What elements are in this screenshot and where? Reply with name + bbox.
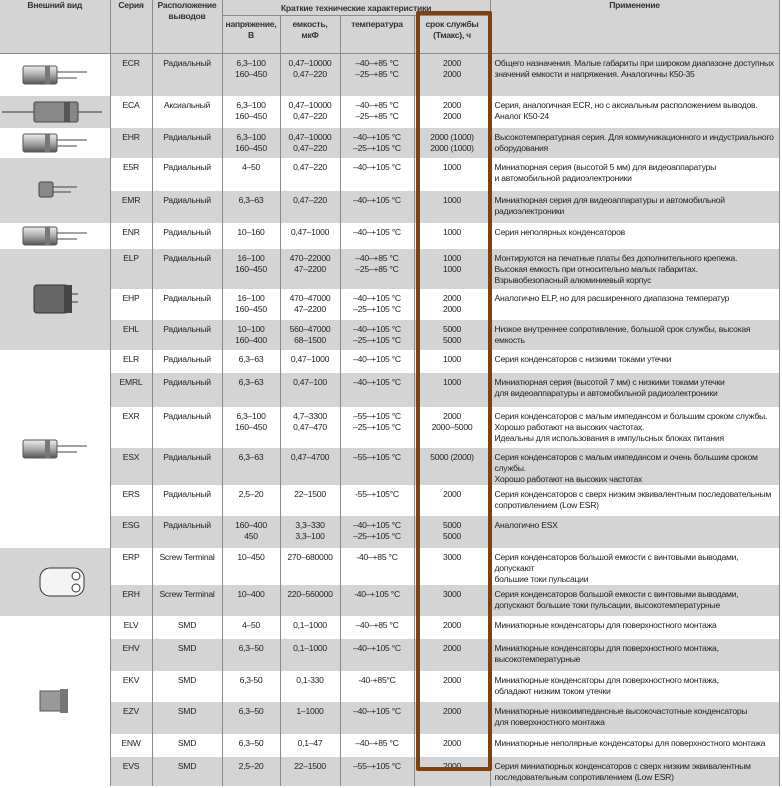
voltage-cell: 6,3–50 <box>222 702 280 734</box>
header-life: срок службы (Тмакс), ч <box>414 16 490 54</box>
capacitance-cell: 470–22000 47–2200 <box>280 249 340 289</box>
temperature-cell: –40–+105 °C <box>340 350 414 373</box>
capacitance-cell: 0,1–47 <box>280 734 340 757</box>
temperature-cell: –40–+105 °C –25–+105 °C <box>340 320 414 350</box>
leads-cell: Радиальный <box>152 516 222 548</box>
life-cell: 2000 2000 <box>414 96 490 128</box>
table-row <box>0 96 779 128</box>
application-cell: Низкое внутреннее сопротивление, большой срок службы, высокая емкость <box>490 320 779 350</box>
small-radial-capacitor-icon <box>0 179 110 201</box>
life-cell: 2000 <box>414 616 490 639</box>
series-cell: E5R <box>110 158 152 191</box>
series-cell: ELV <box>110 616 152 639</box>
application-cell: Миниатюрная серия (высотой 5 мм) для видеоаппаратуры и автомобильной радиоэлектроники <box>490 158 779 191</box>
temperature-cell: –55–+105 °C <box>340 757 414 786</box>
header-voltage: напряжение, В <box>222 16 280 54</box>
series-cell: ESG <box>110 516 152 548</box>
leads-cell: SMD <box>152 616 222 639</box>
table-row <box>0 249 779 289</box>
leads-cell: Screw Terminal <box>152 548 222 585</box>
voltage-cell: 2,5–20 <box>222 757 280 786</box>
temperature-cell: –40–+105 °C <box>340 639 414 671</box>
leads-cell: Радиальный <box>152 320 222 350</box>
life-cell: 1000 <box>414 191 490 223</box>
table-row <box>0 639 779 671</box>
application-cell: Аналогично ESX <box>490 516 779 548</box>
radial-capacitor-icon <box>0 130 110 156</box>
appearance-cell <box>0 249 110 350</box>
temperature-cell: –40–+105 °C <box>340 373 414 407</box>
life-cell: 2000 <box>414 757 490 786</box>
capacitance-cell: 0,1–1000 <box>280 639 340 671</box>
voltage-cell: 6,3–63 <box>222 448 280 485</box>
temperature-cell: –40–+85 °C <box>340 616 414 639</box>
table-row <box>0 289 779 320</box>
temperature-cell: –40–+85 °C –25–+85 °C <box>340 54 414 96</box>
application-cell: Миниатюрные низкоимпедансные высокочастотные конденсаторы для поверхностного монтажа <box>490 702 779 734</box>
temperature-cell: -40–+105 °C <box>340 585 414 616</box>
capacitance-cell: 220–560000 <box>280 585 340 616</box>
voltage-cell: 6,3–63 <box>222 191 280 223</box>
appearance-cell <box>0 548 110 616</box>
application-cell: Миниатюрная серия для видеоаппаратуры и автомобильной радиоэлектроники <box>490 191 779 223</box>
table-row <box>0 350 779 373</box>
voltage-cell: 6,3–50 <box>222 734 280 757</box>
appearance-cell <box>0 128 110 158</box>
leads-cell: Радиальный <box>152 249 222 289</box>
life-cell: 2000 2000–5000 <box>414 407 490 448</box>
voltage-cell: 160–400 450 <box>222 516 280 548</box>
header-leads: Расположение выводов <box>152 0 222 54</box>
voltage-cell: 10–100 160–400 <box>222 320 280 350</box>
radial-capacitor-icon <box>0 223 110 249</box>
temperature-cell: -40–+85 °C <box>340 548 414 585</box>
leads-cell: Радиальный <box>152 289 222 320</box>
application-cell: Миниатюрная серия (высотой 7 мм) с низкими токами утечки для видеоаппаратуры и автомобильной радиоэлектроники <box>490 373 779 407</box>
life-cell: 1000 <box>414 373 490 407</box>
capacitance-cell: 470–47000 47–2200 <box>280 289 340 320</box>
temperature-cell: –40–+105 °C –25–+105 °C <box>340 289 414 320</box>
capacitance-cell: 0,47–4700 <box>280 448 340 485</box>
series-cell: EZV <box>110 702 152 734</box>
large-radial-capacitor-icon <box>0 282 110 316</box>
life-cell: 2000 <box>414 639 490 671</box>
capacitance-cell: 0,1-330 <box>280 671 340 702</box>
application-cell: Общего назначения. Малые габариты при широком диапазоне доступных значений емкости и напряжения. Аналогичны К50-35 <box>490 54 779 96</box>
leads-cell: Радиальный <box>152 485 222 516</box>
series-cell: ECA <box>110 96 152 128</box>
appearance-cell <box>0 54 110 96</box>
leads-cell: SMD <box>152 639 222 671</box>
temperature-cell: –40–+85 °C <box>340 734 414 757</box>
temperature-cell: –55–+105 °C <box>340 448 414 485</box>
life-cell: 5000 (2000) <box>414 448 490 485</box>
series-cell: ERS <box>110 485 152 516</box>
table-row <box>0 320 779 350</box>
life-cell: 1000 <box>414 350 490 373</box>
application-cell: Серия конденсаторов с малым импедансом и большим сроком службы. Хорошо работают на высоких частотах. Идеальны для использования в импульсных блоках питания <box>490 407 779 448</box>
series-cell: ERP <box>110 548 152 585</box>
capacitance-cell: 3,3–330 3,3–100 <box>280 516 340 548</box>
voltage-cell: 6,3–100 160–450 <box>222 407 280 448</box>
appearance-cell <box>0 616 110 786</box>
appearance-cell <box>0 223 110 249</box>
life-cell: 2000 <box>414 485 490 516</box>
table-row <box>0 516 779 548</box>
capacitance-cell: 22–1500 <box>280 485 340 516</box>
header-application: Применение <box>490 0 779 54</box>
appearance-cell <box>0 350 110 548</box>
temperature-cell: –40–+105 °C –25–+105 °C <box>340 516 414 548</box>
capacitance-cell: 0,1–1000 <box>280 616 340 639</box>
series-cell: EHV <box>110 639 152 671</box>
application-cell: Серия конденсаторов большой емкости с винтовыми выводами, допускают большие токи пульсации <box>490 548 779 585</box>
capacitance-cell: 0,47–220 <box>280 158 340 191</box>
leads-cell: Радиальный <box>152 448 222 485</box>
table-row <box>0 223 779 249</box>
leads-cell: SMD <box>152 671 222 702</box>
life-cell: 5000 5000 <box>414 516 490 548</box>
appearance-cell <box>0 96 110 128</box>
application-cell: Серия неполярных конденсаторов <box>490 223 779 249</box>
capacitance-cell: 0,47–10000 0,47–220 <box>280 96 340 128</box>
voltage-cell: 6,3–100 160–450 <box>222 96 280 128</box>
leads-cell: SMD <box>152 702 222 734</box>
leads-cell: Радиальный <box>152 223 222 249</box>
header-capacitance: емкость, мкФ <box>280 16 340 54</box>
leads-cell: Радиальный <box>152 191 222 223</box>
table-row <box>0 485 779 516</box>
voltage-cell: 2,5–20 <box>222 485 280 516</box>
leads-cell: Screw Terminal <box>152 585 222 616</box>
life-cell: 2000 2000 <box>414 54 490 96</box>
temperature-cell: -55–+105°C <box>340 485 414 516</box>
voltage-cell: 4–50 <box>222 616 280 639</box>
radial-capacitor-icon <box>0 62 110 88</box>
series-cell: EVS <box>110 757 152 786</box>
application-cell: Серия конденсаторов с низкими токами утечки <box>490 350 779 373</box>
voltage-cell: 6,3–63 <box>222 373 280 407</box>
table-row <box>0 54 779 96</box>
capacitance-cell: 560–47000 68–1500 <box>280 320 340 350</box>
capacitance-cell: 0,47–10000 0,47–220 <box>280 54 340 96</box>
voltage-cell: 6,3-50 <box>222 671 280 702</box>
capacitance-cell: 4,7–3300 0,47–470 <box>280 407 340 448</box>
leads-cell: Радиальный <box>152 158 222 191</box>
leads-cell: Аксиальный <box>152 96 222 128</box>
application-cell: Монтируются на печатные платы без дополнительного крепежа. Высокая емкость при относительно малых габаритах. Взрывобезопасный алюминиевый корпус <box>490 249 779 289</box>
header-appearance: Внешний вид <box>0 0 110 54</box>
table-body <box>0 54 779 786</box>
application-cell: Серия конденсаторов с малым импедансом и очень большим сроком службы. Хорошо работают на высоких частотах <box>490 448 779 485</box>
temperature-cell: –55–+105 °C –25–+105 °C <box>340 407 414 448</box>
voltage-cell: 10–400 <box>222 585 280 616</box>
capacitance-cell: 22–1500 <box>280 757 340 786</box>
life-cell: 1000 <box>414 223 490 249</box>
series-cell: ELR <box>110 350 152 373</box>
life-cell: 1000 <box>414 158 490 191</box>
voltage-cell: 6,3–100 160–450 <box>222 128 280 158</box>
life-cell: 2000 <box>414 671 490 702</box>
table-row <box>0 585 779 616</box>
table-row <box>0 448 779 485</box>
application-cell: Серия, аналогичная ECR, но с аксиальным расположением выводов. Аналог К50-24 <box>490 96 779 128</box>
table-row <box>0 616 779 639</box>
life-cell: 2000 <box>414 734 490 757</box>
leads-cell: SMD <box>152 757 222 786</box>
screw-terminal-capacitor-icon <box>0 564 110 600</box>
table-row <box>0 548 779 585</box>
table-row <box>0 158 779 191</box>
voltage-cell: 4–50 <box>222 158 280 191</box>
series-cell: EHL <box>110 320 152 350</box>
capacitance-cell: 270–680000 <box>280 548 340 585</box>
leads-cell: Радиальный <box>152 350 222 373</box>
radial-capacitor-icon <box>0 436 110 462</box>
leads-cell: Радиальный <box>152 407 222 448</box>
voltage-cell: 6,3–50 <box>222 639 280 671</box>
application-cell: Серия миниатюрных конденсаторов с сверх низким эквивалентным последовательным сопротивлением (Low ESR) <box>490 757 779 786</box>
temperature-cell: –40–+85 °C –25–+85 °C <box>340 249 414 289</box>
header-specs: Краткие технические характеристики <box>222 0 490 16</box>
appearance-cell <box>0 158 110 223</box>
series-cell: ENR <box>110 223 152 249</box>
temperature-cell: –40–+105 °C <box>340 223 414 249</box>
application-cell: Аналогично ELP, но для расширенного диапазона температур <box>490 289 779 320</box>
leads-cell: Радиальный <box>152 373 222 407</box>
life-cell: 2000 (1000) 2000 (1000) <box>414 128 490 158</box>
temperature-cell: –40–+105 °C <box>340 191 414 223</box>
capacitance-cell: 0,47–1000 <box>280 350 340 373</box>
table-row <box>0 128 779 158</box>
series-cell: EHP <box>110 289 152 320</box>
table-row <box>0 191 779 223</box>
table-row <box>0 702 779 734</box>
header-temperature: температура <box>340 16 414 54</box>
series-cell: EHR <box>110 128 152 158</box>
application-cell: Серия конденсаторов большой емкости с винтовыми выводами, допускают большие токи пульсации, высокотемпературные <box>490 585 779 616</box>
table-row <box>0 734 779 757</box>
application-cell: Высокотемпературная серия. Для коммуникационного и индустриального оборудования <box>490 128 779 158</box>
application-cell: Миниатюрные конденсаторы для поверхностного монтажа, обладают низким током утечки <box>490 671 779 702</box>
voltage-cell: 6,3–100 160–450 <box>222 54 280 96</box>
series-cell: ECR <box>110 54 152 96</box>
temperature-cell: –40–+105 °C <box>340 702 414 734</box>
series-cell: EMRL <box>110 373 152 407</box>
series-cell: EKV <box>110 671 152 702</box>
table-row <box>0 407 779 448</box>
voltage-cell: 16–100 160–450 <box>222 249 280 289</box>
series-cell: ENW <box>110 734 152 757</box>
voltage-cell: 10–450 <box>222 548 280 585</box>
leads-cell: Радиальный <box>152 128 222 158</box>
life-cell: 2000 2000 <box>414 289 490 320</box>
series-cell: EMR <box>110 191 152 223</box>
table-row <box>0 373 779 407</box>
capacitance-cell: 0,47–10000 0,47–220 <box>280 128 340 158</box>
application-cell: Миниатюрные неполярные конденсаторы для поверхностного монтажа <box>490 734 779 757</box>
header-series: Серия <box>110 0 152 54</box>
temperature-cell: –40–+105 °C –25–+105 °C <box>340 128 414 158</box>
capacitance-cell: 0,47–100 <box>280 373 340 407</box>
capacitance-cell: 0,47–1000 <box>280 223 340 249</box>
life-cell: 1000 1000 <box>414 249 490 289</box>
capacitance-cell: 0,47–220 <box>280 191 340 223</box>
life-cell: 3000 <box>414 548 490 585</box>
voltage-cell: 16–100 160–450 <box>222 289 280 320</box>
temperature-cell: -40-+85°C <box>340 671 414 702</box>
smd-capacitor-icon <box>0 687 110 715</box>
series-cell: ESX <box>110 448 152 485</box>
voltage-cell: 10–160 <box>222 223 280 249</box>
life-cell: 3000 <box>414 585 490 616</box>
leads-cell: Радиальный <box>152 54 222 96</box>
series-cell: ELP <box>110 249 152 289</box>
temperature-cell: –40–+85 °C –25–+85 °C <box>340 96 414 128</box>
series-cell: EXR <box>110 407 152 448</box>
table-row <box>0 671 779 702</box>
voltage-cell: 6,3–63 <box>222 350 280 373</box>
axial-capacitor-icon <box>0 99 110 125</box>
application-cell: Миниатюрные конденсаторы для поверхностного монтажа, высокотемпературные <box>490 639 779 671</box>
life-cell: 2000 <box>414 702 490 734</box>
application-cell: Серия конденсаторов с сверх низким эквивалентным последовательным сопротивлением (Low ESR) <box>490 485 779 516</box>
application-cell: Миниатюрные конденсаторы для поверхностного монтажа <box>490 616 779 639</box>
series-cell: ERH <box>110 585 152 616</box>
life-cell: 5000 5000 <box>414 320 490 350</box>
leads-cell: SMD <box>152 734 222 757</box>
temperature-cell: –40–+105 °C <box>340 158 414 191</box>
capacitance-cell: 1–1000 <box>280 702 340 734</box>
table-row <box>0 757 779 786</box>
